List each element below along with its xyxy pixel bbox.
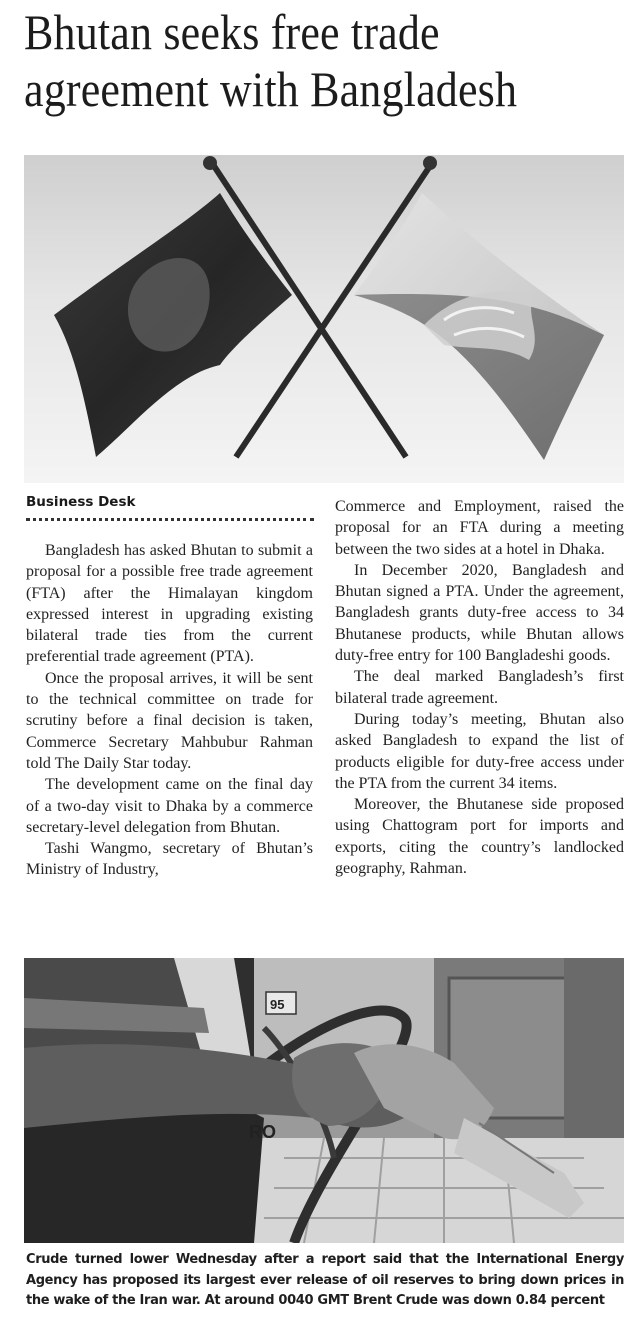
byline: Business Desk	[26, 494, 136, 510]
paragraph: Once the proposal arrives, it will be sent to the technical committee on trade for scrutiny before a final decision is taken, Commerce Secretary Mahbubur Rahman told The Daily Star today.	[26, 669, 313, 772]
article-column-left	[26, 540, 313, 881]
headline	[24, 4, 556, 118]
photo-caption: Crude turned lower Wednesday after a report said that the International Energy Agency has proposed its largest ever release of oil reserves to bring down prices in the wake of the Iran war. At around 0040 GMT Brent Crude was down 0.84 percent	[26, 1252, 624, 1308]
pump-number-label: 95	[270, 997, 285, 1012]
paragraph: Bangladesh has asked Bhutan to submit a proposal for a possible free trade agreement (FTA) after the Himalayan kingdom expressed interest in upgrading existing bilateral trade ties from the current preferential trade agreement (PTA).	[26, 542, 313, 666]
byline-divider	[26, 518, 314, 521]
crossed-flags-photo	[24, 155, 624, 483]
paragraph: Commerce and Employment, raised the proposal for an FTA during a meeting between the two sides at a hotel in Dhaka.	[335, 498, 624, 558]
paragraph: During today’s meeting, Bhutan also asked Bangladesh to expand the list of products eligible for duty-free access under the PTA from the current 34 items.	[335, 710, 624, 792]
headline-line-1: Bhutan seeks free trade	[24, 4, 440, 60]
paragraph: The deal marked Bangladesh’s first bilateral trade agreement.	[335, 668, 624, 707]
paragraph: In December 2020, Bangladesh and Bhutan signed a PTA. Under the agreement, Bangladesh grants duty-free access to 34 Bhutanese products, while Bhutan allows duty-free entry for 100 Bangladeshi goods.	[335, 561, 624, 665]
fuel-nozzle-photo	[24, 958, 624, 1243]
paragraph: The development came on the final day of a two-day visit to Dhaka by a commerce secretary-level delegation from Bhutan.	[26, 776, 313, 836]
paragraph: Tashi Wangmo, secretary of Bhutan’s Ministry of Industry,	[26, 840, 313, 879]
article-column-right	[335, 496, 624, 879]
pump-brand-partial: RO	[249, 1122, 276, 1142]
headline-line-2: agreement with Bangladesh	[24, 61, 518, 117]
paragraph: Moreover, the Bhutanese side proposed using Chattogram port for imports and exports, citing the country’s landlocked geography, Rahman.	[335, 796, 624, 878]
